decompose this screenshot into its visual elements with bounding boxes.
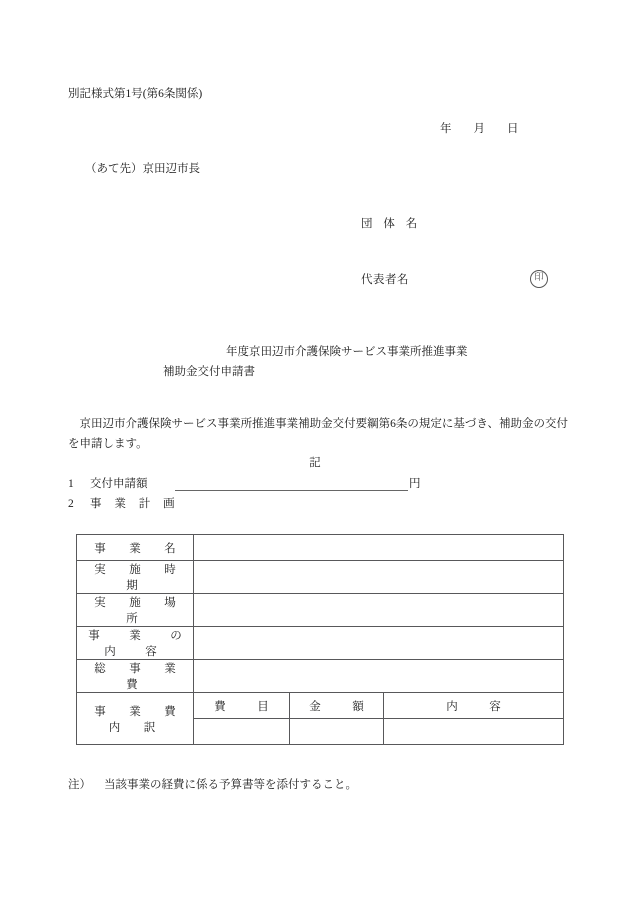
row-label-cost-breakdown: 事 業 費 内 訳 xyxy=(77,693,194,745)
row-label-location: 実 施 場 所 xyxy=(77,594,194,627)
row-label-project-name: 事 業 名 xyxy=(77,535,194,561)
row-value-location[interactable] xyxy=(194,594,564,627)
item-1-row xyxy=(68,476,148,493)
row-value-project-name[interactable] xyxy=(194,535,564,561)
cell-item[interactable] xyxy=(194,719,290,745)
date-line xyxy=(440,121,519,138)
table-row xyxy=(77,660,564,693)
form-number: 別記様式第1号(第6条関係) xyxy=(68,88,203,100)
cell-content[interactable] xyxy=(384,719,564,745)
amount-unit-label: 円 xyxy=(409,478,421,490)
footnote xyxy=(68,777,357,794)
column-header-content: 内 容 xyxy=(384,693,564,719)
document-title-line-1: 年度京田辺市介護保険サービス事業所推進事業 xyxy=(226,346,468,358)
column-header-amount: 金 額 xyxy=(290,693,384,719)
organization-name-label: 団 体 名 xyxy=(361,218,422,230)
year-label: 年 xyxy=(440,123,452,135)
row-value-period[interactable] xyxy=(194,561,564,594)
table-row xyxy=(77,535,564,561)
business-plan-table xyxy=(76,534,564,745)
row-label-description: 事 業 の 内 容 xyxy=(77,627,194,660)
column-header-item: 費 目 xyxy=(194,693,290,719)
cell-amount[interactable] xyxy=(290,719,384,745)
day-label: 日 xyxy=(507,123,519,135)
table-row xyxy=(77,627,564,660)
item-1-number: 1 xyxy=(68,478,74,490)
item-1-label: 交付申請額 xyxy=(90,478,148,490)
amount-input-rule[interactable] xyxy=(175,490,408,491)
item-2-number: 2 xyxy=(68,498,74,510)
table-row xyxy=(77,561,564,594)
representative-row xyxy=(361,272,561,289)
footnote-marker: 注） xyxy=(68,779,91,791)
table-row-breakdown-header xyxy=(77,693,564,719)
addressee: （あて先）京田辺市長 xyxy=(85,163,200,175)
item-2-label: 事 業 計 画 xyxy=(90,498,180,510)
row-label-period: 実 施 時 期 xyxy=(77,561,194,594)
table-row xyxy=(77,594,564,627)
month-label: 月 xyxy=(473,123,485,135)
row-value-description[interactable] xyxy=(194,627,564,660)
footnote-text: 当該事業の経費に係る予算書等を添付すること。 xyxy=(104,779,357,791)
ki-marker: 記 xyxy=(309,457,321,469)
row-label-total-cost: 総 事 業 費 xyxy=(77,660,194,693)
body-paragraph: 京田辺市介護保険サービス事業所推進事業補助金交付要綱第6条の規定に基づき、補助金の交付を申請します。 xyxy=(68,418,568,450)
seal-stamp-icon: 印 xyxy=(530,270,548,288)
item-2-row xyxy=(68,496,180,513)
representative-name-label: 代表者名 xyxy=(361,274,409,286)
row-value-total-cost[interactable] xyxy=(194,660,564,693)
document-title-line-2: 補助金交付申請書 xyxy=(163,366,255,378)
